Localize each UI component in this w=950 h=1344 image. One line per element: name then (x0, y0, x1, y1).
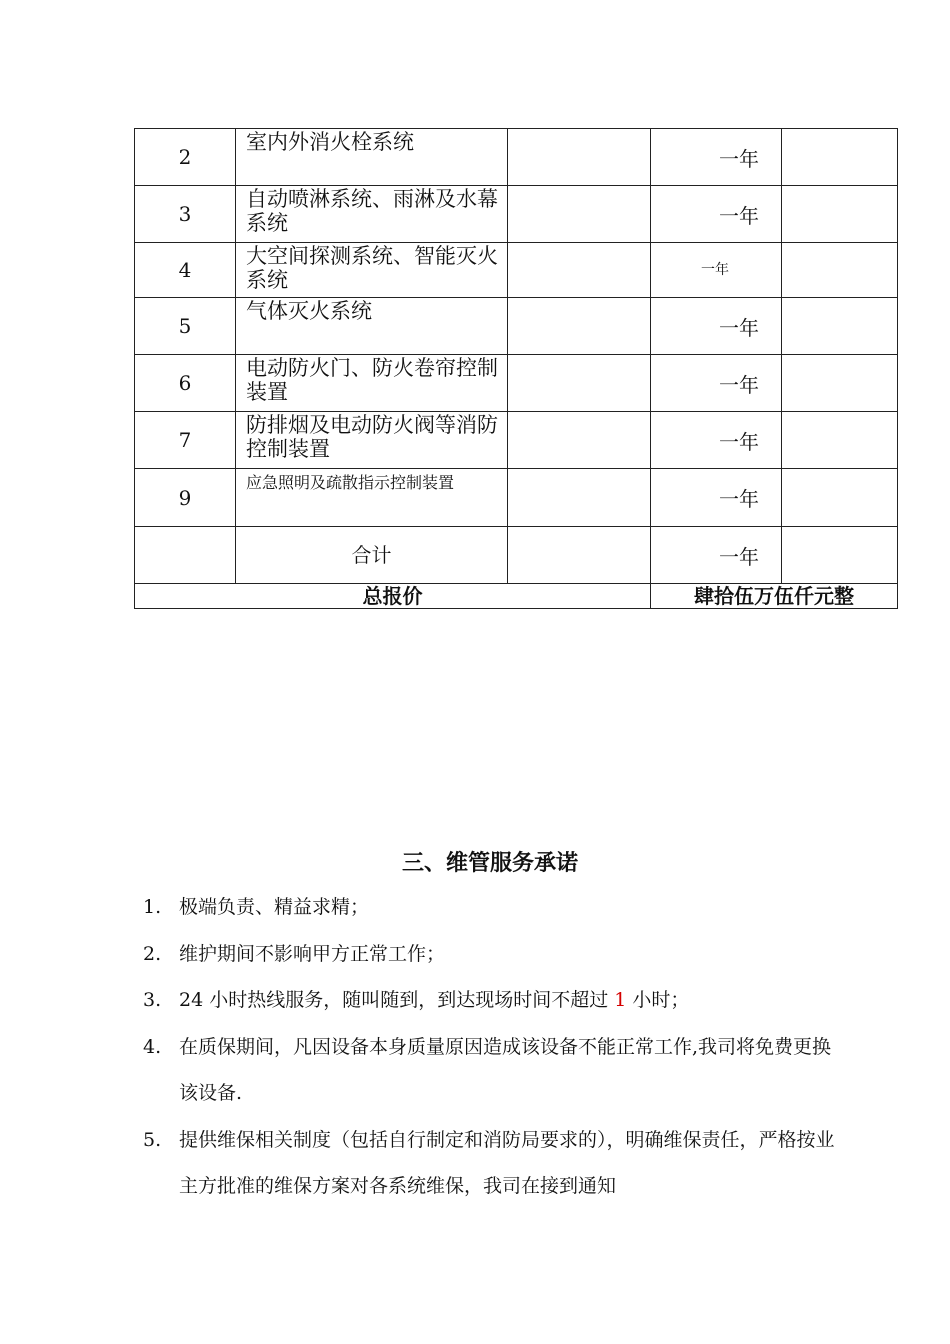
empty-cell (782, 186, 898, 243)
empty-cell (508, 186, 651, 243)
row-number (135, 527, 236, 584)
subtotal-row (135, 527, 898, 584)
quotation-table (134, 128, 898, 609)
list-item (143, 977, 843, 1024)
table-row (135, 129, 898, 186)
system-name: 自动喷淋系统、雨淋及水幕系统 (236, 186, 508, 243)
table-row (135, 355, 898, 412)
empty-cell (508, 129, 651, 186)
service-period: 一年 (651, 527, 782, 584)
service-commitment-list (143, 884, 843, 1210)
subtotal-label: 合计 (236, 527, 508, 584)
system-name: 大空间探测系统、智能灭火系统 (236, 243, 508, 298)
item-number: 1. (143, 896, 162, 918)
item-text-part: 小时； (626, 989, 690, 1011)
item-number: 4. (143, 1035, 162, 1058)
table-row (135, 186, 898, 243)
row-number: 4 (135, 243, 236, 298)
system-name: 电动防火门、防火卷帘控制装置 (236, 355, 508, 412)
empty-cell (508, 298, 651, 355)
table-row (135, 469, 898, 527)
empty-cell (782, 412, 898, 469)
highlighted-number: 1 (614, 989, 627, 1011)
empty-cell (782, 469, 898, 527)
list-item (143, 931, 843, 978)
table-row (135, 412, 898, 469)
service-period: 一年 (651, 355, 782, 412)
service-period: 一年 (651, 243, 782, 298)
empty-cell (782, 527, 898, 584)
system-name: 防排烟及电动防火阀等消防控制装置 (236, 412, 508, 469)
item-number: 2. (143, 942, 162, 965)
row-number: 7 (135, 412, 236, 469)
row-number: 5 (135, 298, 236, 355)
total-price-label: 总报价 (135, 584, 651, 609)
system-name: 气体灭火系统 (236, 298, 508, 355)
item-number: 5. (143, 1128, 162, 1151)
empty-cell (782, 243, 898, 298)
service-period: 一年 (651, 186, 782, 243)
service-period: 一年 (651, 298, 782, 355)
item-text (179, 977, 843, 1024)
empty-cell (508, 469, 651, 527)
empty-cell (508, 355, 651, 412)
list-item (143, 884, 843, 931)
item-text: 提供维保相关制度（包括自行制定和消防局要求的），明确维保责任，严格按业主方批准的维保方案对各系统维保，我司在接到通知 (179, 1128, 835, 1197)
item-number: 3. (143, 989, 162, 1011)
table-row (135, 298, 898, 355)
empty-cell (782, 298, 898, 355)
item-text: 在质保期间，凡因设备本身质量原因造成该设备不能正常工作,我司将免费更换该设备. (179, 1035, 832, 1104)
system-name: 应急照明及疏散指示控制装置 (236, 469, 508, 527)
row-number: 3 (135, 186, 236, 243)
service-period: 一年 (651, 412, 782, 469)
item-text: 极端负责、精益求精； (179, 896, 370, 918)
row-number: 6 (135, 355, 236, 412)
service-period: 一年 (651, 129, 782, 186)
list-item (143, 1117, 843, 1210)
total-price-value: 肆拾伍万伍仟元整 (651, 584, 898, 609)
system-name: 室内外消火栓系统 (236, 129, 508, 186)
empty-cell (782, 355, 898, 412)
item-text: 维护期间不影响甲方正常工作； (179, 942, 446, 965)
total-price-row (135, 584, 898, 609)
list-item (143, 1024, 843, 1117)
table-row (135, 243, 898, 298)
row-number: 2 (135, 129, 236, 186)
row-number: 9 (135, 469, 236, 527)
empty-cell (782, 129, 898, 186)
service-period: 一年 (651, 469, 782, 527)
item-text-part: 24 小时热线服务，随叫随到，到达现场时间不超过 (179, 989, 615, 1011)
empty-cell (508, 412, 651, 469)
section-title: 三、维管服务承诺 (401, 851, 578, 876)
empty-cell (508, 243, 651, 298)
empty-cell (508, 527, 651, 584)
